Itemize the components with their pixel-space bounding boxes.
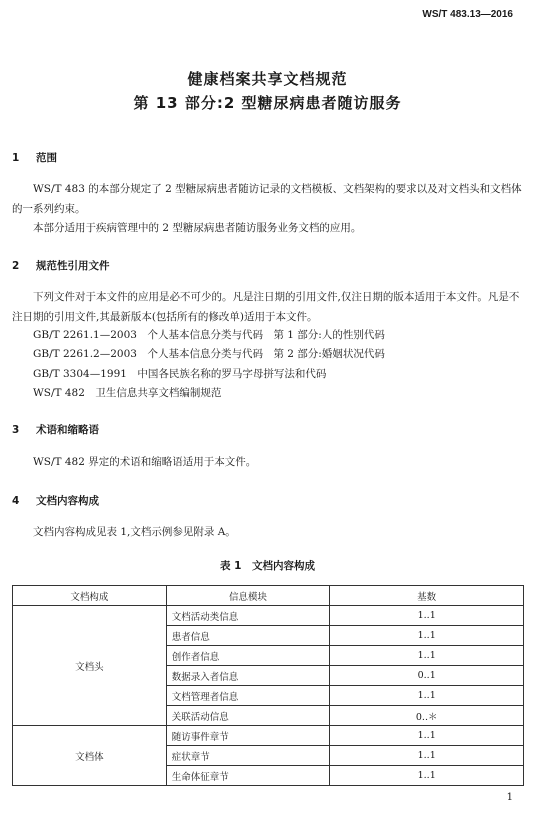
group-cell: 文档头 (13, 606, 167, 726)
section-3-paragraph-1: WS/T 482 界定的术语和缩略语适用于本文件。 (33, 456, 257, 468)
cardinality-cell: 0..＊ (330, 706, 524, 726)
group-cell: 文档体 (13, 726, 167, 786)
module-cell: 关联活动信息 (166, 706, 330, 726)
module-cell: 生命体征章节 (166, 766, 330, 786)
table-row (13, 606, 524, 626)
module-cell: 数据录入者信息 (166, 666, 330, 686)
table-caption: 表 1 文档内容构成 (220, 560, 315, 572)
module-cell: 文档管理者信息 (166, 686, 330, 706)
reference-item: GB/T 2261.2—2003 个人基本信息分类与代码 第 2 部分:婚姻状况代码 (33, 348, 385, 360)
page-number: 1 (506, 792, 513, 803)
section-title: 规范性引用文件 (36, 260, 110, 272)
section-number: 1 (12, 152, 20, 164)
module-cell: 症状章节 (166, 746, 330, 766)
column-header: 信息模块 (166, 586, 330, 606)
module-cell: 随访事件章节 (166, 726, 330, 746)
standard-code: WS/T 483.13—2016 (422, 9, 513, 20)
reference-item: WS/T 482 卫生信息共享文档编制规范 (33, 387, 222, 399)
section-number: 2 (12, 260, 20, 272)
reference-item: GB/T 3304—1991 中国各民族名称的罗马字母拼写法和代码 (33, 368, 327, 380)
section-2-paragraph-1: 下列文件对于本文件的应用是必不可少的。凡是注日期的引用文件,仅注日期的版本适用于本文件。凡是不注日期的引用文件,其最新版本(包括所有的修改单)适用于本文件。 (12, 291, 520, 323)
cardinality-cell: 1..1 (330, 686, 524, 706)
cardinality-cell: 0..1 (330, 666, 524, 686)
document-title: 健康档案共享文档规范 (187, 70, 348, 88)
cardinality-cell: 1..1 (330, 766, 524, 786)
table-row (13, 726, 524, 746)
section-number: 4 (12, 495, 20, 507)
section-title: 范围 (36, 152, 57, 164)
table-header-row (13, 586, 524, 606)
cardinality-cell: 1..1 (330, 646, 524, 666)
module-cell: 患者信息 (166, 626, 330, 646)
column-header: 基数 (330, 586, 524, 606)
section-3-heading (12, 422, 99, 437)
cardinality-cell: 1..1 (330, 726, 524, 746)
document-subtitle: 第 13 部分:2 型糖尿病患者随访服务 (133, 94, 402, 112)
section-title: 术语和缩略语 (36, 424, 99, 436)
column-header: 文档构成 (13, 586, 167, 606)
module-cell: 创作者信息 (166, 646, 330, 666)
section-2-heading (12, 258, 110, 273)
cardinality-cell: 1..1 (330, 626, 524, 646)
reference-item: GB/T 2261.1—2003 个人基本信息分类与代码 第 1 部分:人的性别代码 (33, 329, 385, 341)
cardinality-cell: 1..1 (330, 746, 524, 766)
section-4-paragraph-1: 文档内容构成见表 1,文档示例参见附录 A。 (33, 526, 236, 538)
cardinality-cell: 1..1 (330, 606, 524, 626)
section-number: 3 (12, 424, 20, 436)
module-cell: 文档活动类信息 (166, 606, 330, 626)
content-structure-table (12, 585, 524, 786)
section-1-paragraph-2: 本部分适用于疾病管理中的 2 型糖尿病患者随访服务业务文档的应用。 (33, 222, 362, 234)
section-1-heading (12, 150, 57, 165)
section-1-paragraph-1: WS/T 483 的本部分规定了 2 型糖尿病患者随访记录的文档模板、文档架构的要求以及对文档头和文档体的一系列约束。 (12, 183, 522, 215)
section-title: 文档内容构成 (36, 495, 99, 507)
section-4-heading (12, 493, 99, 508)
